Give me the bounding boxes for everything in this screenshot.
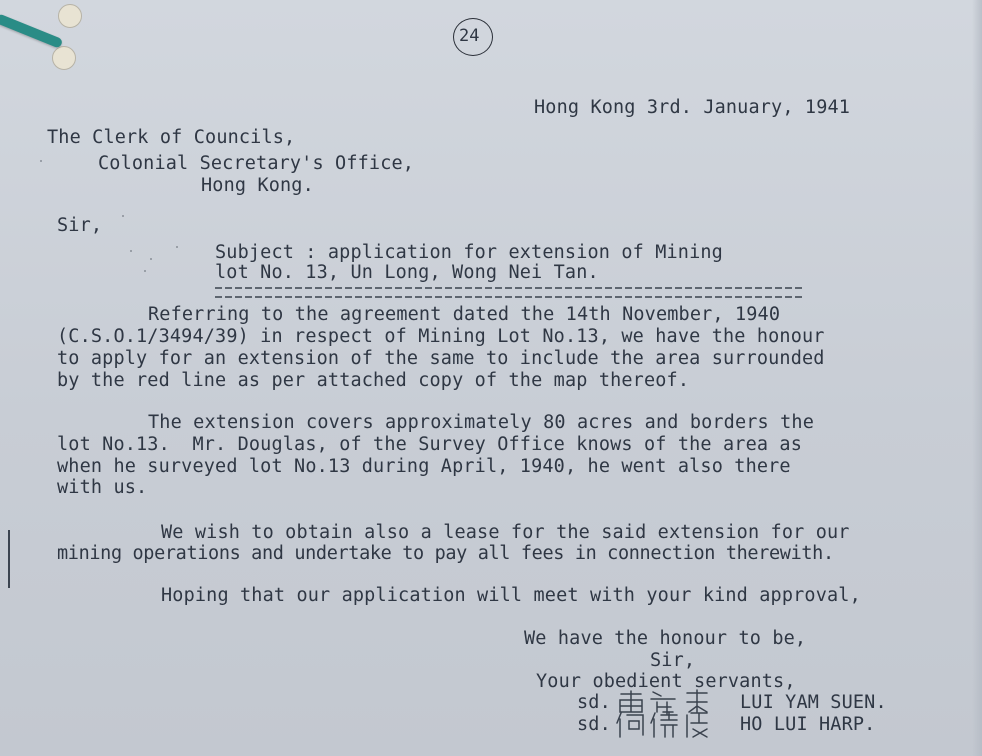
sheet-edge xyxy=(972,0,982,756)
paragraph-2-line-2: lot No.13. Mr. Douglas, of the Survey Office knows of the area as xyxy=(57,434,803,455)
binding-string xyxy=(0,13,63,48)
paper-speck xyxy=(144,270,146,272)
paragraph-2-line-3: when he surveyed lot No.13 during April, 1940, he went also there xyxy=(57,456,791,477)
paper-speck xyxy=(176,246,178,248)
paper-speck xyxy=(122,215,124,217)
addressee-line-1: The Clerk of Councils, xyxy=(47,127,296,148)
paragraph-3-line-2: mining operations and undertake to pay all fees in connection therewith. xyxy=(57,543,834,564)
folio-number-text: 24 xyxy=(459,26,480,46)
subject-line-1: Subject : application for extension of Mining xyxy=(215,242,723,263)
signature-1-prefix: sd. xyxy=(577,692,611,713)
paragraph-2-line-4: with us. xyxy=(57,477,148,498)
closing-line-1: We have the honour to be, xyxy=(524,628,807,649)
date-line: Hong Kong 3rd. January, 1941 xyxy=(534,97,851,118)
subject-line-2: lot No. 13, Un Long, Wong Nei Tan. xyxy=(215,262,599,283)
signature-2-chinese-characters xyxy=(615,709,715,741)
paragraph-1-line-2: (C.S.O.1/3494/39) in respect of Mining Lot No.13, we have the honour xyxy=(57,326,825,347)
addressee-line-3: Hong Kong. xyxy=(201,175,314,196)
signature-2-prefix: sd. xyxy=(577,714,611,735)
paragraph-3-line-1: We wish to obtain also a lease for the said extension for our xyxy=(161,522,850,543)
paper-speck xyxy=(130,250,132,252)
paragraph-1-line-1: Referring to the agreement dated the 14th November, 1940 xyxy=(148,304,781,325)
closing-line-2: Sir, xyxy=(650,650,696,671)
margin-mark xyxy=(8,530,10,588)
folio-number xyxy=(453,18,493,56)
paragraph-2-line-1: The extension covers approximately 80 acres and borders the xyxy=(148,412,814,433)
closing-line-3: Your obedient servants, xyxy=(536,671,796,692)
salutation: Sir, xyxy=(57,215,103,236)
punch-hole-top xyxy=(58,4,82,28)
paper-speck xyxy=(40,160,42,162)
signature-1-name: LUI YAM SUEN. xyxy=(740,692,887,713)
paragraph-4-line-1: Hoping that our application will meet with your kind approval, xyxy=(161,585,861,606)
punch-hole-middle xyxy=(52,46,76,70)
addressee-line-2: Colonial Secretary's Office, xyxy=(98,153,415,174)
paragraph-1-line-4: by the red line as per attached copy of the map thereof. xyxy=(57,370,690,391)
signature-2-name: HO LUI HARP. xyxy=(740,714,876,735)
paper-speck xyxy=(150,258,152,260)
subject-underline xyxy=(215,283,805,301)
paragraph-1-line-3: to apply for an extension of the same to include the area surrounded xyxy=(57,348,825,369)
